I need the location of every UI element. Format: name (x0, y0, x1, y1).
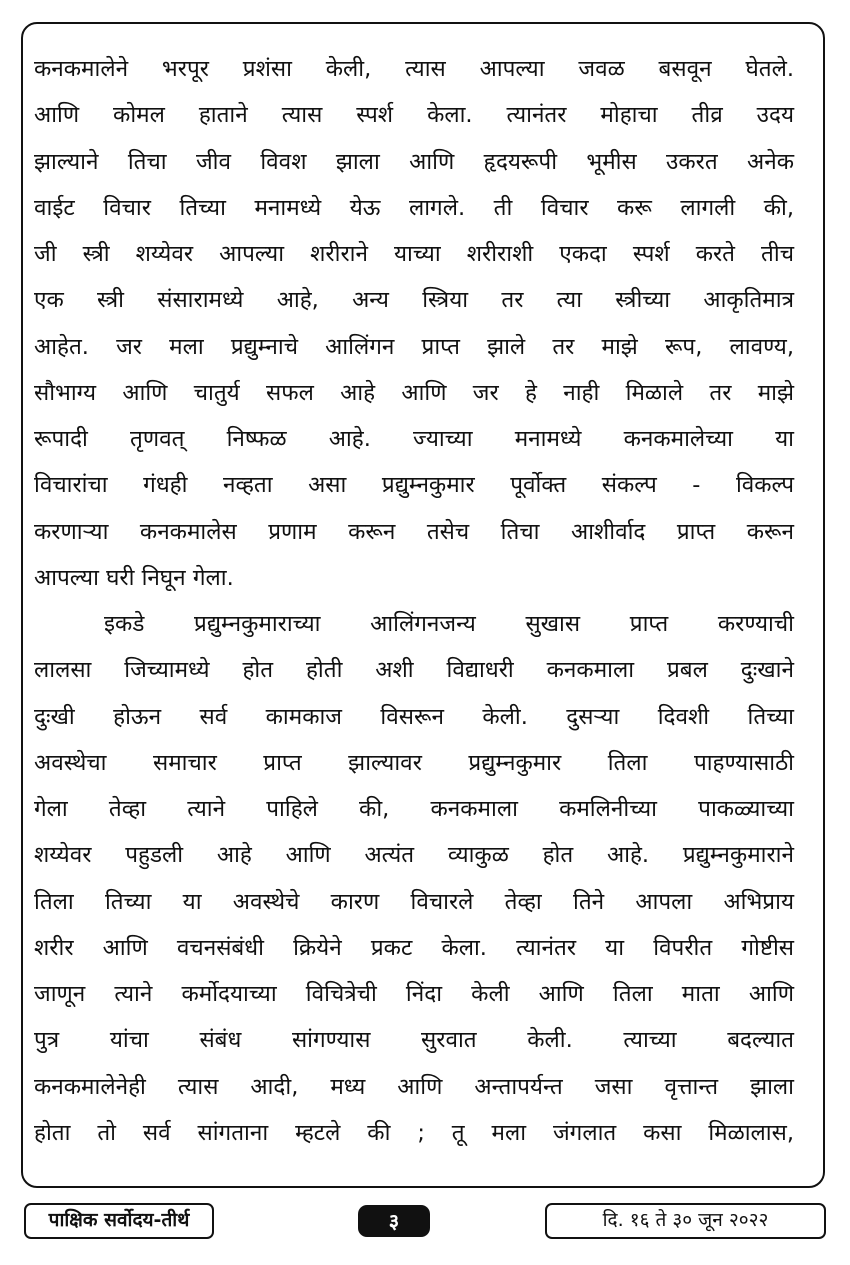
text-line: वाईट विचार तिच्या मनामध्ये येऊ लागले. ती विचार करू लागली की, (34, 194, 794, 221)
text-line: जी स्त्री शय्येवर आपल्या शरीराने याच्या शरीराशी एकदा स्पर्श करते तीच (34, 241, 794, 267)
text-line: रूपादी तृणवत् निष्फळ आहे. ज्याच्या मनामध्ये कनकमालेच्या या (34, 426, 794, 452)
text-line: विचारांचा गंधही नव्हता असा प्रद्युम्नकुमार पूर्वोक्त संकल्प - विकल्प (34, 472, 794, 499)
body-text (34, 46, 794, 1156)
paragraph-start-line: इकडे प्रद्युम्नकुमाराच्या आलिंगनजन्य सुखास प्राप्त करण्याची (104, 611, 794, 637)
text-line: तिला तिच्या या अवस्थेचे कारण विचारले तेव्हा तिने आपला अभिप्राय (34, 888, 794, 915)
text-line: आहेत. जर मला प्रद्युम्नाचे आलिंगन प्राप्त झाले तर माझे रूप, लावण्य, (34, 333, 794, 360)
text-line: झाल्याने तिचा जीव विवश झाला आणि हृदयरूपी भूमीस उकरत अनेक (34, 148, 794, 175)
text-line: कनकमालेने भरपूर प्रशंसा केली, त्यास आपल्या जवळ बसवून घेतले. (34, 56, 794, 82)
text-line: कनकमालेनेही त्यास आदी, मध्य आणि अन्तापर्यन्त जसा वृत्तान्त झाला (34, 1073, 794, 1100)
publication-name: पाक्षिक सर्वोदय-तीर्थ (24, 1203, 214, 1239)
text-line: शय्येवर पहुडली आहे आणि अत्यंत व्याकुळ होत आहे. प्रद्युम्नकुमाराने (34, 842, 794, 869)
page-number: ३ (358, 1205, 430, 1237)
text-line: आणि कोमल हाताने त्यास स्पर्श केला. त्यानंतर मोहाचा तीव्र उदय (34, 102, 794, 129)
text-line: एक स्त्री संसारामध्ये आहे, अन्य स्त्रिया तर त्या स्त्रीच्या आकृतिमात्र (34, 287, 794, 314)
text-line: सौभाग्य आणि चातुर्य सफल आहे आणि जर हे नाही मिळाले तर माझे (34, 379, 794, 406)
text-line: दुःखी होऊन सर्व कामकाज विसरून केली. दुसऱ्या दिवशी तिच्या (34, 703, 794, 730)
text-line: होता तो सर्व सांगताना म्हटले की ; तू मला जंगलात कसा मिळालास, (34, 1119, 794, 1146)
issue-date: दि. १६ ते ३० जून २०२२ (545, 1203, 826, 1239)
text-line: गेला तेव्हा त्याने पाहिले की, कनकमाला कमलिनीच्या पाकळ्याच्या (34, 796, 794, 822)
text-line: करणाऱ्या कनकमालेस प्रणाम करून तसेच तिचा आशीर्वाद प्राप्त करून (34, 518, 794, 545)
text-line: शरीर आणि वचनसंबंधी क्रियेने प्रकट केला. त्यानंतर या विपरीत गोष्टीस (34, 934, 794, 961)
text-line: जाणून त्याने कर्मोदयाच्या विचित्रेची निंदा केली आणि तिला माता आणि (34, 981, 794, 1007)
paragraph-end-line: आपल्या घरी निघून गेला. (34, 564, 234, 591)
text-line: लालसा जिच्यामध्ये होत होती अशी विद्याधरी कनकमाला प्रबल दुःखाने (34, 657, 794, 684)
text-line: पुत्र यांचा संबंध सांगण्यास सुरवात केली. त्याच्या बदल्यात (34, 1027, 794, 1054)
text-line: अवस्थेचा समाचार प्राप्त झाल्यावर प्रद्युम्नकुमार तिला पाहण्यासाठी (34, 749, 794, 776)
